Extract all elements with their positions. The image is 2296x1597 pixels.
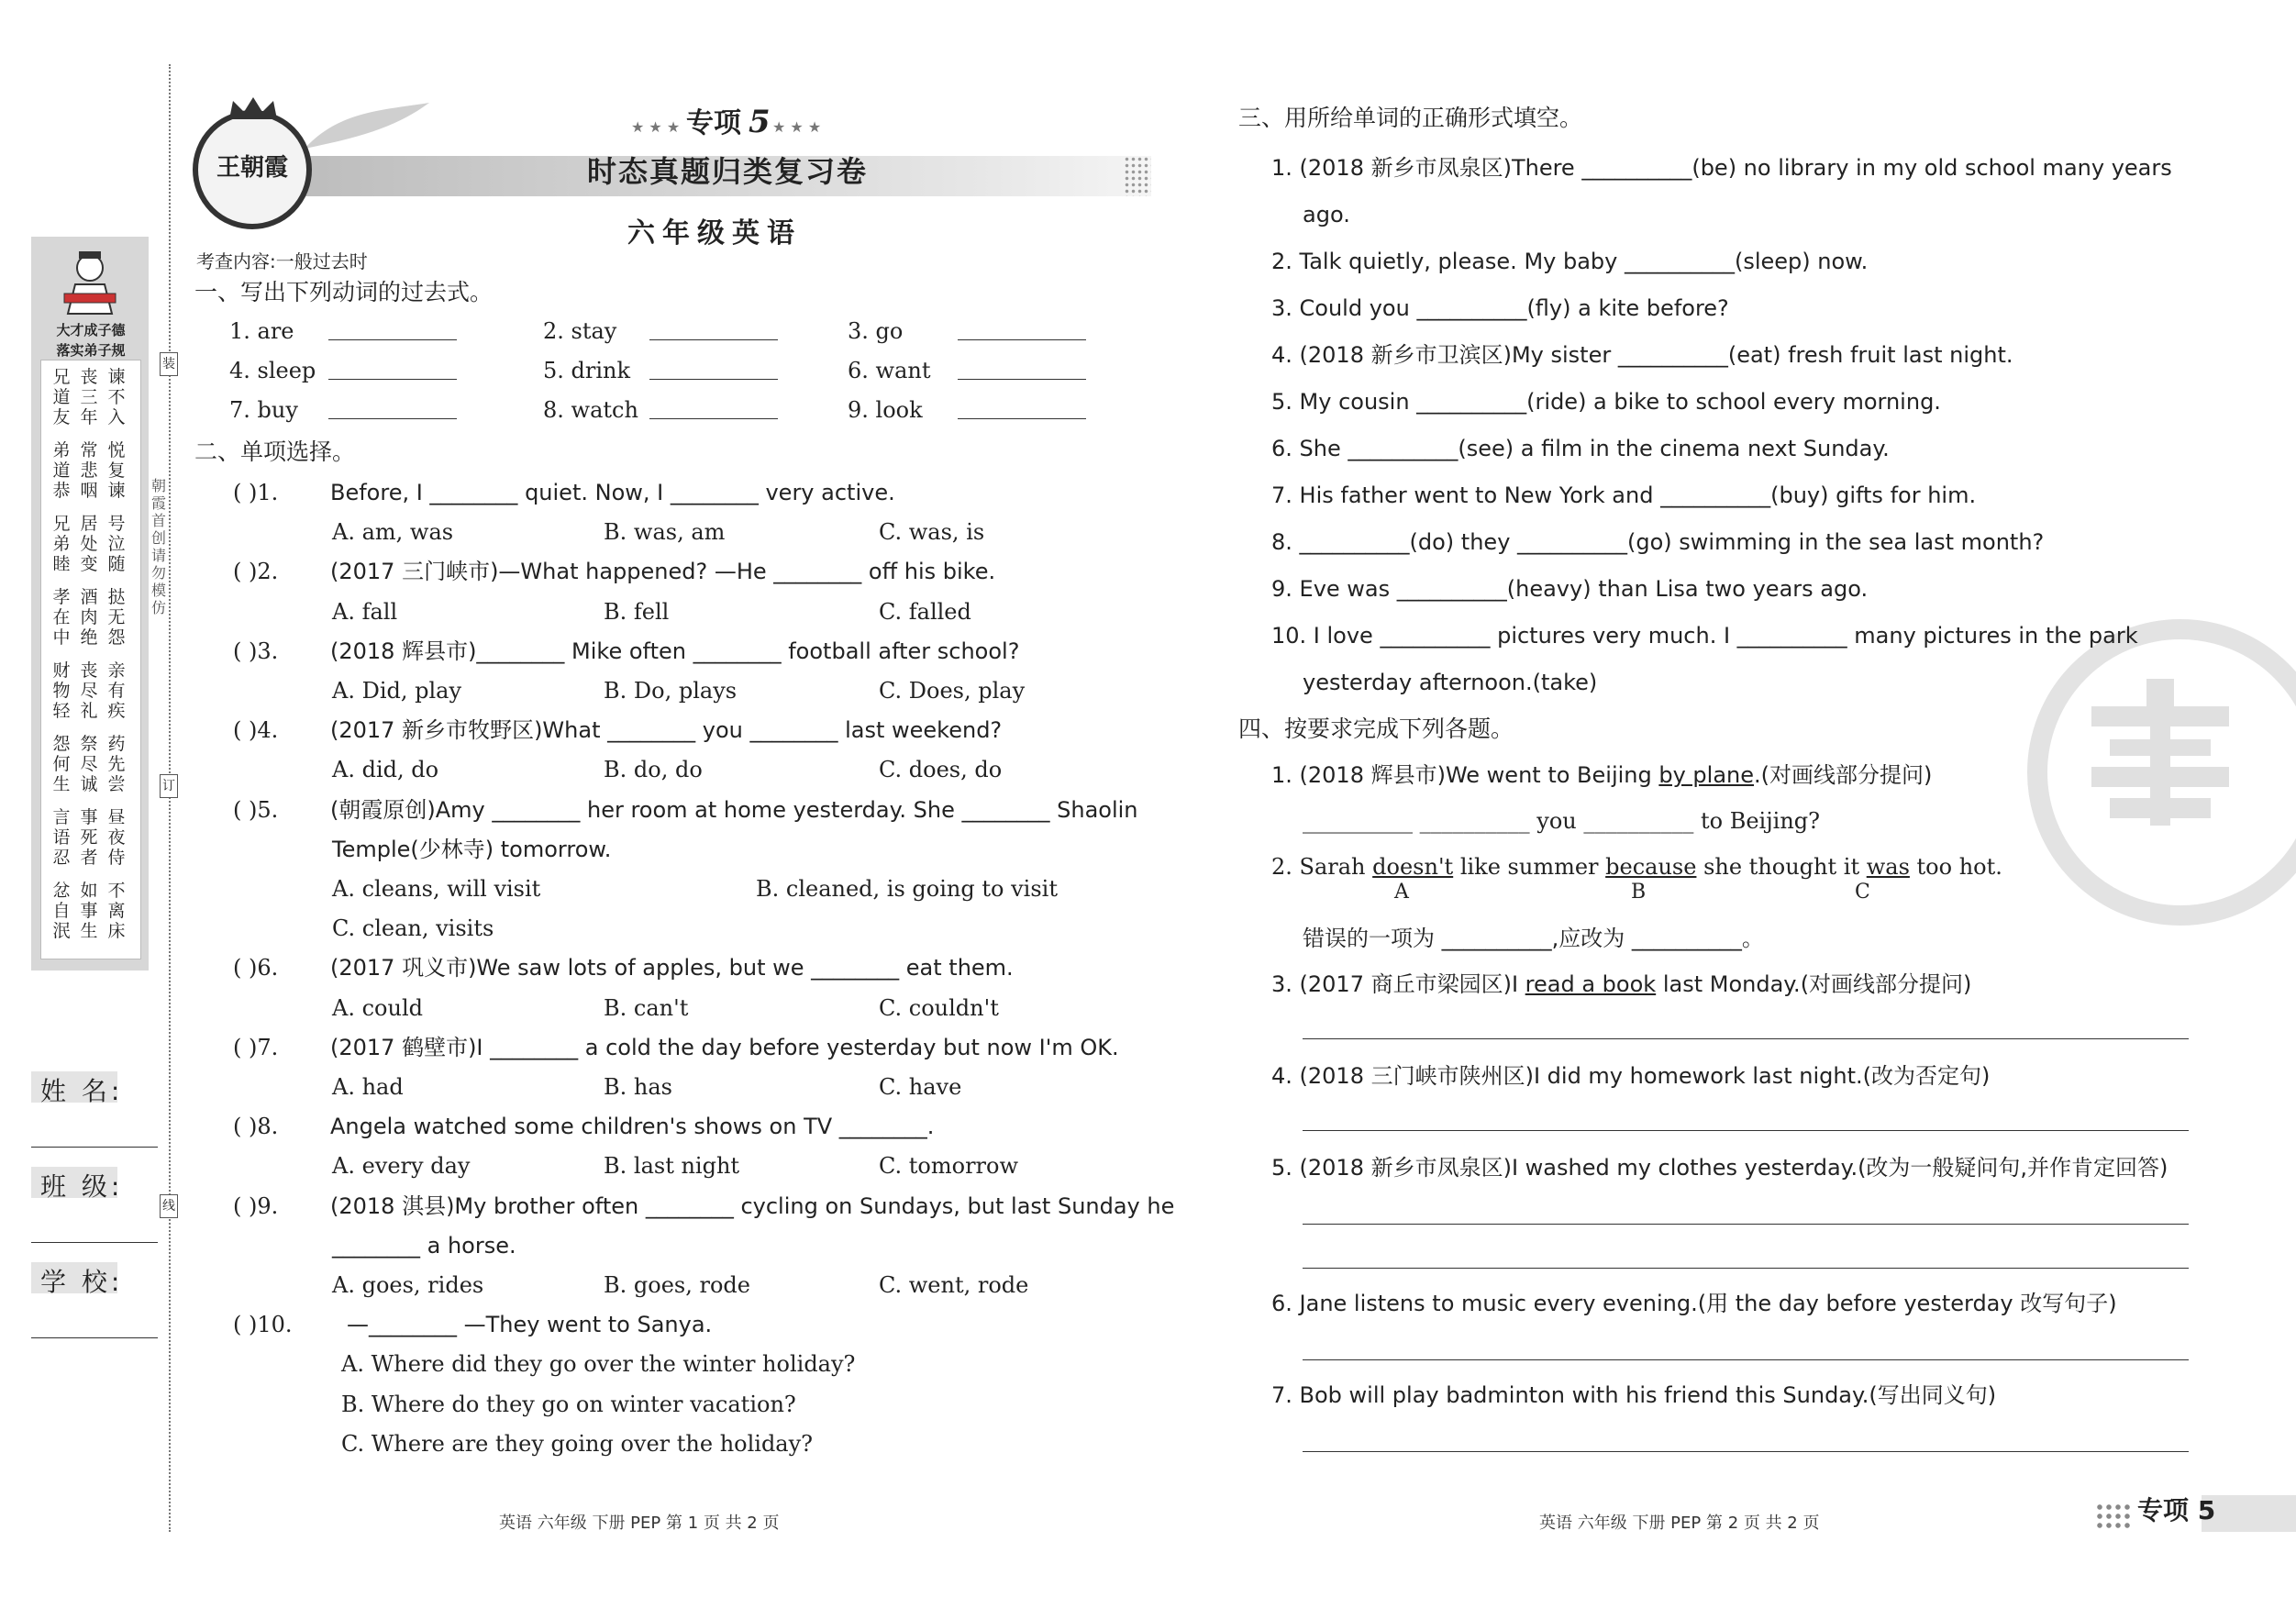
scope-note: 考查内容:一般过去时 <box>196 250 368 272</box>
question-5: (朝霞原创)Amy ________ her room at home yesterday. She ________ Shaolin <box>330 796 1138 823</box>
option-4[interactable]: A. did, do <box>332 757 439 783</box>
option-10[interactable]: C. Where are they going over the holiday? <box>341 1430 814 1457</box>
fill-item-cont[interactable]: ago. <box>1303 202 1350 227</box>
motto-line: 丧尽礼 <box>80 660 98 721</box>
p4-q5: 5. (2018 新乡市凤泉区)I washed my clothes yesterday.(改为一般疑问句,并作肯定回答) <box>1271 1155 2168 1181</box>
question-1: Before, I ________ quiet. Now, I ________ very active. <box>330 480 895 505</box>
answer-paren[interactable]: ( )8. <box>233 1114 279 1140</box>
motto-line: 兄弟睦 <box>52 514 71 574</box>
answer-line[interactable] <box>1303 1038 2189 1039</box>
p4-q4: 4. (2018 三门峡市陕州区)I did my homework last night.(改为否定句) <box>1271 1063 1991 1089</box>
option-9[interactable]: C. went, rode <box>879 1272 1029 1298</box>
band-dots <box>1124 156 1151 196</box>
footer-left: 英语 六年级 下册 PEP 第 1 页 共 2 页 <box>499 1514 780 1533</box>
logo-text: 王朝霞 <box>216 154 288 182</box>
answer-blank[interactable] <box>328 418 457 419</box>
fill-item[interactable]: 3. Could you __________(fly) a kite before? <box>1271 295 1729 321</box>
p4-q6: 6. Jane listens to music every evening.(用 the day before yesterday 改写句子) <box>1271 1291 2117 1316</box>
verb-item: 6. want <box>848 358 931 383</box>
motto-line: 挞无怨 <box>107 587 126 648</box>
option-8[interactable]: C. tomorrow <box>879 1153 1019 1180</box>
cut-mark: 订 <box>160 774 178 798</box>
fill-item[interactable]: 7. His father went to New York and __________(buy) gifts for him. <box>1271 482 1977 508</box>
option-6[interactable]: C. couldn't <box>879 994 999 1021</box>
motto-line: 常悲咽 <box>80 440 98 501</box>
option-2[interactable]: A. fall <box>332 598 398 625</box>
p4-q3: 3. (2017 商丘市梁园区)I read a book last Monday.(对画线部分提问) <box>1271 971 1972 997</box>
fill-item[interactable]: 6. She __________(see) a film in the cinema next Sunday. <box>1271 436 1890 461</box>
option-9[interactable]: A. goes, rides <box>332 1272 484 1298</box>
motto-line: 祭尽诚 <box>80 734 98 794</box>
option-9[interactable]: B. goes, rode <box>604 1272 750 1298</box>
option-1[interactable]: B. was, am <box>604 519 726 546</box>
motto-line: 谏不入 <box>107 367 126 427</box>
answer-paren[interactable]: ( )5. <box>233 796 279 823</box>
fill-item[interactable]: 5. My cousin __________(ride) a bike to school every morning. <box>1271 389 1941 415</box>
footer-right: 英语 六年级 下册 PEP 第 2 页 共 2 页 <box>1539 1514 1820 1533</box>
question-7: (2017 鹤壁市)I ________ a cold the day before yesterday but now I'm OK. <box>330 1034 1119 1060</box>
option-3[interactable]: B. Do, plays <box>604 678 738 704</box>
option-6[interactable]: B. can't <box>604 994 689 1021</box>
option-7[interactable]: C. have <box>879 1074 962 1100</box>
answer-blank[interactable] <box>328 379 457 380</box>
question-4: (2017 新乡市牧野区)What ________ you ________ last weekend? <box>330 717 1003 744</box>
answer-paren[interactable]: ( )1. <box>233 480 279 505</box>
verb-item: 1. are <box>229 318 294 344</box>
question-2: (2017 三门峡市)—What happened? —He ________ off his bike. <box>330 559 996 585</box>
option-2[interactable]: B. fell <box>604 598 670 625</box>
fill-item[interactable]: 4. (2018 新乡市卫滨区)My sister __________(eat) fresh fruit last night. <box>1271 342 2013 368</box>
option-5[interactable]: C. clean, visits <box>332 915 494 942</box>
class-field[interactable] <box>31 1242 158 1243</box>
fill-item[interactable]: 10. I love __________ pictures very much. I __________ many pictures in the park <box>1271 623 2138 649</box>
verb-item: 4. sleep <box>229 358 316 383</box>
fill-item-cont[interactable]: yesterday afternoon.(take) <box>1303 670 1598 695</box>
answer-paren[interactable]: ( )4. <box>233 717 279 744</box>
verb-item: 2. stay <box>543 318 617 344</box>
answer-line[interactable] <box>1303 1224 2189 1225</box>
name-field[interactable] <box>31 1147 158 1148</box>
answer-blank[interactable] <box>958 379 1086 380</box>
tag-dots <box>2095 1503 2132 1530</box>
motto-line: 事死者 <box>80 807 98 868</box>
cut-mark: 装 <box>160 352 178 376</box>
verb-item: 5. drink <box>543 358 631 383</box>
answer-blank[interactable] <box>958 339 1086 340</box>
motto-line: 弟道恭 <box>52 440 71 501</box>
answer-line[interactable] <box>1303 1130 2189 1131</box>
part3-heading: 三、用所给单词的正确形式填空。 <box>1238 105 1583 131</box>
option-3[interactable]: A. Did, play <box>332 678 462 704</box>
verb-item: 8. watch <box>543 397 638 423</box>
motto-line: 号泣随 <box>107 514 126 574</box>
answer-blank[interactable] <box>649 418 778 419</box>
option-10[interactable]: A. Where did they go over the winter holiday? <box>341 1351 856 1378</box>
p4-q2-label-c: C <box>1855 881 1870 904</box>
option-4[interactable]: B. do, do <box>604 757 703 783</box>
p4-q2: 2. Sarah doesn't like summer because she thought it was too hot. <box>1271 854 2002 880</box>
option-8[interactable]: B. last night <box>604 1153 740 1180</box>
question-5-cont: Temple(少林寺) tomorrow. <box>332 836 612 862</box>
cut-mark: 线 <box>160 1194 178 1218</box>
name-label: 姓 名: <box>40 1076 124 1106</box>
series-label: 专项 <box>686 107 741 139</box>
option-6[interactable]: A. could <box>332 994 423 1021</box>
fill-item[interactable]: 9. Eve was __________(heavy) than Lisa two years ago. <box>1271 576 1869 602</box>
fill-item[interactable]: 1. (2018 新乡市凤泉区)There __________(be) no library in my old school many years <box>1271 155 2172 181</box>
p4-q1-answer[interactable]: __________ __________ you __________ to Beijing? <box>1303 808 1821 834</box>
motto-line: 言语忍 <box>52 807 71 868</box>
section-tag: 专项 5 <box>2137 1495 2216 1525</box>
option-2[interactable]: C. falled <box>879 598 971 625</box>
motto-line: 悦复谏 <box>107 440 126 501</box>
question-10: —________ —They went to Sanya. <box>347 1312 713 1338</box>
scholar-figure-icon <box>55 246 125 316</box>
option-5[interactable]: B. cleaned, is going to visit <box>756 876 1058 902</box>
copyright-note: 朝霞首创 请勿模仿 <box>150 477 166 616</box>
motto-line: 昼夜侍 <box>107 807 126 868</box>
series-number: 5 <box>749 104 771 140</box>
p4-q2-fix[interactable]: 错误的一项为 __________,应改为 __________。 <box>1303 926 1764 951</box>
question-6: (2017 巩义市)We saw lots of apples, but we ________ eat them. <box>330 955 1014 981</box>
answer-blank[interactable] <box>649 339 778 340</box>
motto-line: 药先尝 <box>107 734 126 794</box>
motto-line: 亲有疾 <box>107 660 126 721</box>
answer-blank[interactable] <box>328 339 457 340</box>
tag-band <box>2202 1495 2296 1532</box>
page-title: 时态真题归类复习卷 <box>587 154 869 189</box>
answer-line[interactable] <box>1303 1359 2189 1360</box>
motto-line: 怨何生 <box>52 734 71 794</box>
option-1[interactable]: C. was, is <box>879 519 985 546</box>
motto-line: 如事生 <box>80 881 98 941</box>
question-9: (2018 淇县)My brother often ________ cycling on Sundays, but last Sunday he <box>330 1192 1175 1219</box>
option-10[interactable]: B. Where do they go on winter vacation? <box>341 1391 796 1417</box>
answer-line[interactable] <box>1303 1268 2189 1269</box>
motto-line: 财物轻 <box>52 660 71 721</box>
part1-heading: 一、写出下列动词的过去式。 <box>194 279 494 305</box>
part2-heading: 二、单项选择。 <box>194 438 356 465</box>
answer-blank[interactable] <box>958 418 1086 419</box>
motto-line: 丧三年 <box>80 367 98 427</box>
question-3: (2018 辉县市)________ Mike often ________ football after school? <box>330 638 1020 664</box>
p4-q2-label-a: A <box>1394 881 1409 904</box>
class-label: 班 级: <box>40 1171 124 1202</box>
school-field[interactable] <box>31 1337 158 1338</box>
verb-item: 9. look <box>848 397 923 423</box>
option-3[interactable]: C. Does, play <box>879 678 1026 704</box>
subject-title: 六年级英语 <box>627 217 802 250</box>
crown-icon <box>226 95 281 121</box>
option-5[interactable]: A. cleans, will visit <box>332 876 541 902</box>
motto-heading-1: 大才成子德 <box>56 322 126 338</box>
option-4[interactable]: C. does, do <box>879 757 1003 783</box>
motto-line: 孝在中 <box>52 587 71 648</box>
option-1[interactable]: A. am, was <box>332 519 454 546</box>
motto-line: 不离床 <box>107 881 126 941</box>
fill-item[interactable]: 2. Talk quietly, please. My baby __________(sleep) now. <box>1271 249 1869 274</box>
answer-paren[interactable]: ( )2. <box>233 559 279 585</box>
fill-item[interactable]: 8. __________(do) they __________(go) swimming in the sea last month? <box>1271 529 2045 555</box>
question-9-cont: ________ a horse. <box>332 1232 516 1259</box>
cut-line <box>169 64 171 1532</box>
verb-item: 3. go <box>848 318 904 344</box>
ribbon-decoration <box>303 101 431 154</box>
motto-line: 酒肉绝 <box>80 587 98 648</box>
verb-item: 7. buy <box>229 397 298 423</box>
option-8[interactable]: A. every day <box>332 1153 471 1180</box>
school-label: 学 校: <box>40 1267 124 1297</box>
part4-heading: 四、按要求完成下列各题。 <box>1238 715 1514 742</box>
option-7[interactable]: A. had <box>332 1074 404 1100</box>
answer-blank[interactable] <box>649 379 778 380</box>
answer-paren[interactable]: ( )7. <box>233 1034 279 1060</box>
p4-q7: 7. Bob will play badminton with his friend this Sunday.(写出同义句) <box>1271 1382 1997 1408</box>
motto-line: 忿自泯 <box>52 881 71 941</box>
question-8: Angela watched some children's shows on TV ________. <box>330 1114 935 1140</box>
option-7[interactable]: B. has <box>604 1074 672 1100</box>
motto-line: 兄道友 <box>52 367 71 427</box>
answer-paren[interactable]: ( )10. <box>233 1312 293 1338</box>
motto-heading-2: 落实弟子规 <box>56 342 126 359</box>
motto-line: 居处变 <box>80 514 98 574</box>
answer-line[interactable] <box>1303 1451 2189 1452</box>
answer-paren[interactable]: ( )9. <box>233 1192 279 1219</box>
answer-paren[interactable]: ( )6. <box>233 955 279 981</box>
answer-paren[interactable]: ( )3. <box>233 638 279 664</box>
secret-stamp-icon <box>2091 679 2229 826</box>
p4-q1: 1. (2018 辉县市)We went to Beijing by plane.(对画线部分提问) <box>1271 762 1933 788</box>
p4-q2-label-b: B <box>1631 881 1647 904</box>
